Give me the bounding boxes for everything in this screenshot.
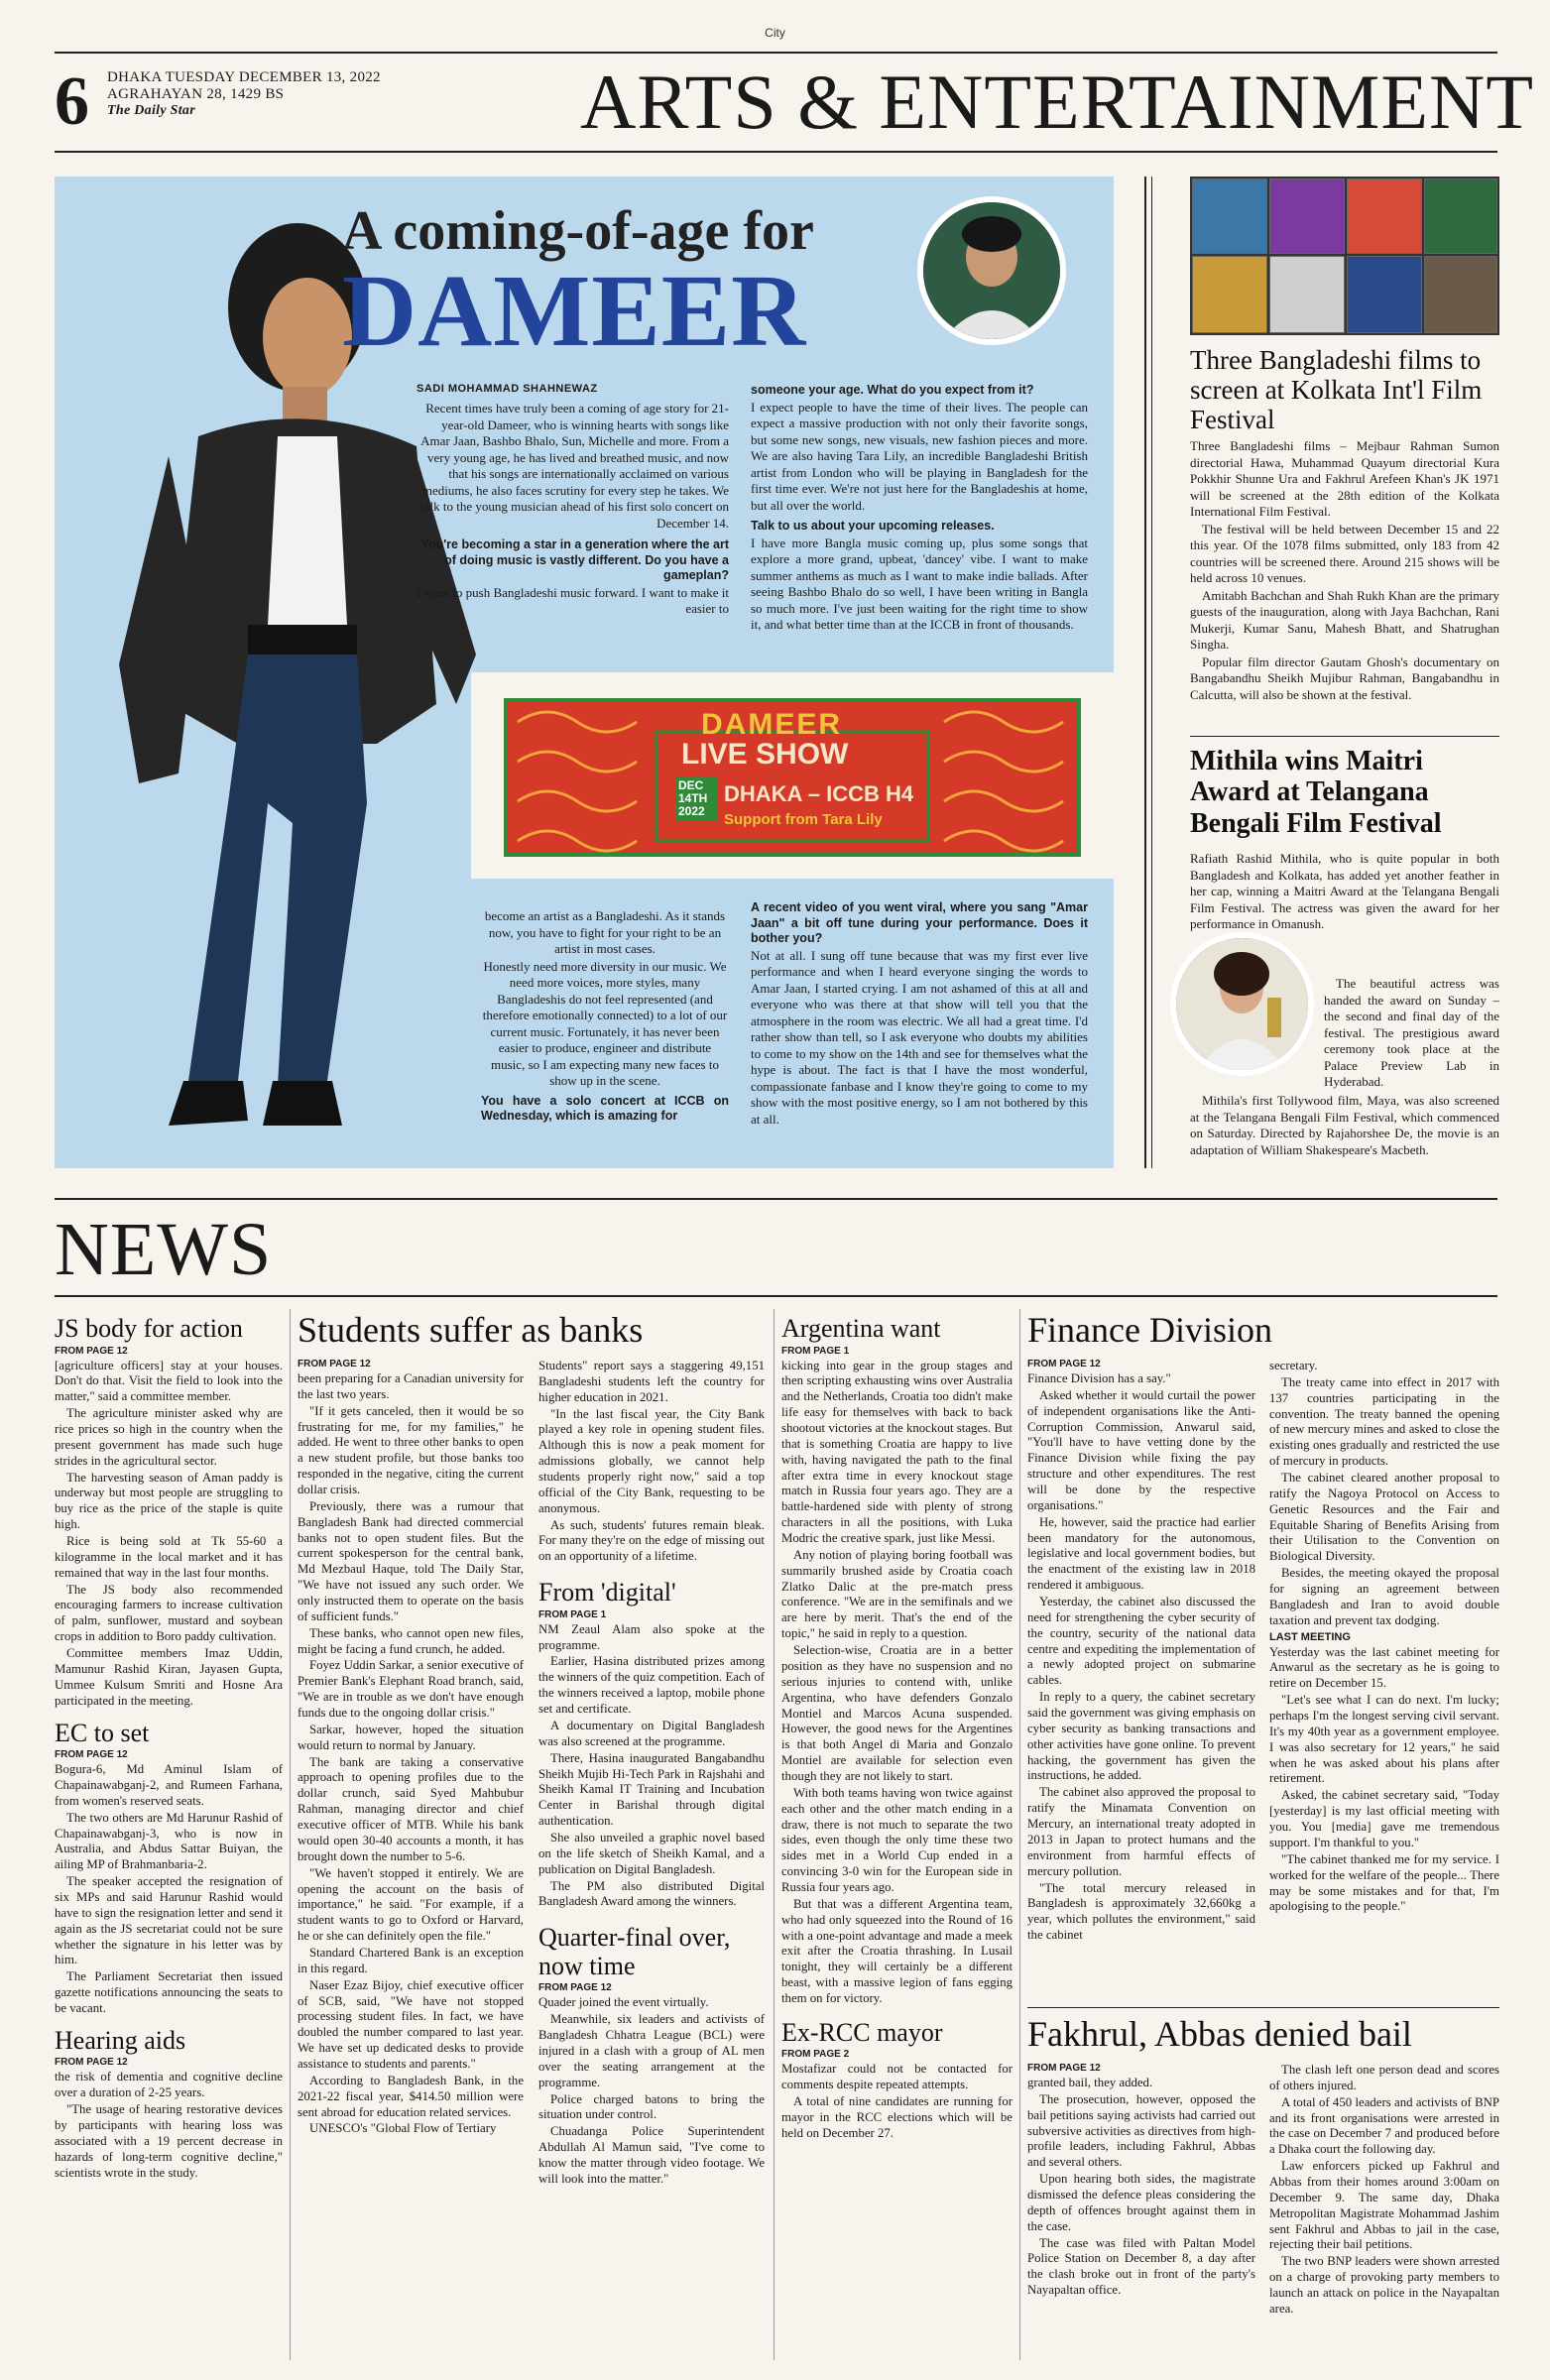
- news-divider: [774, 1309, 775, 2360]
- finance-para: The treaty came into effect in 2017 with 137 countries participating in the convention. The treaty banned the opening of new mercury mines and asked to close the existing ones gradually and restricted the use of mercury in products.: [1269, 1374, 1499, 1469]
- news-divider: [290, 1309, 291, 2360]
- news-column-6: [1269, 1359, 1499, 1916]
- ec-para: The Parliament Secretariat then issued gazette notifications announcing the seats to be vacant.: [55, 1969, 283, 2015]
- students-jump: FROM PAGE 12: [298, 1359, 371, 1369]
- ec-jump: FROM PAGE 12: [55, 1749, 128, 1761]
- feature-answer-5: Not at all. I sung off tune because that was my first ever live performance and when I heard everyone singing the words to Amar Jaan, I started crying. I am not ashamed of this at all and everyone who was there at that show will tell you that the atmosphere in the room was electric. We all had a great time. I'd rather show than tell, so I ask everyone who doubts my abilities to come to my show on the 14th and see for themselves what the hype is about. The fact is that I have the most wonderful, compassionate fanbase and I know they're going to come to my show with the most positive energy, so I am not bothered by this at all.: [751, 947, 1088, 1127]
- dateline: [107, 69, 381, 118]
- js-body-para: Rice is being sold at Tk 55-60 a kilogramme in the local market and it has remained that way in the last four months.: [55, 1534, 283, 1580]
- finance-para: Asked whether it would curtail the power of independent organisations like the Anti-Corruption Commission, Anwarul said, "You'll have to have vetting done by the Finance Division while fixing the pay structure and other expenditures. The rest will be done by the respective organisations.": [1027, 1387, 1255, 1512]
- js-body-para: [agriculture officers] stay at your houses. Don't do that. Visit the field to look into the matter," said a committee member.: [55, 1358, 283, 1404]
- news-column-3: [538, 1359, 765, 2189]
- argentina-para: But that was a different Argentina team, who had only squeezed into the Round of 16 with a one-point advantage and made a meek exit after the Croatia thrashing. In Lusail tonight, they will certainly be a different beast, with a massive legion of fans egging them on for victory.: [781, 1896, 1013, 2005]
- students-para: According to Bangladesh Bank, in the 2021-22 fiscal year, $414.50 million were sent abroad for education related services.: [298, 2073, 524, 2119]
- ec-para: The two others are Md Harunur Rashid of Chapainawabganj-3, who is now in Australia, and Abdus Sattar Buiyan, the ailing MP of Brahmanbaria-2.: [55, 1810, 283, 1872]
- digital-para: There, Hasina inaugurated Bangabandhu Sheikh Mujib Hi-Tech Park in Rajshahi and Sheikh Kamal IT Training and Incubation Center in Barishal through digital authentication.: [538, 1750, 765, 1829]
- section-label: City: [765, 26, 785, 40]
- ec-para: Bogura-6, Md Aminul Islam of Chapainawabganj-2, and Rumeen Farhana, from women's reserved seats.: [55, 1762, 283, 1808]
- students-story: [298, 1311, 764, 1353]
- feature-question-2: someone your age. What do you expect from it?: [751, 383, 1034, 397]
- students-para: These banks, who cannot open new files, might be facing a fund crunch, he added.: [298, 1625, 524, 1656]
- fakhrul-headline: Fakhrul, Abbas denied bail: [1027, 2014, 1412, 2054]
- students-headline: Students suffer as banks: [298, 1310, 644, 1350]
- feature-question-4: You have a solo concert at ICCB on Wednesday, which is amazing for: [481, 1093, 729, 1124]
- feature-question-3: Talk to us about your upcoming releases.: [751, 519, 995, 534]
- feature-answer-2: I expect people to have the time of their lives. The people can expect a massive production with not only their favorite songs, but some new songs, new visuals, new fashion pieces and more. We are also having Tara Lily, an incredible Bangladeshi British artist from London who will be playing in Bangladesh for the first time ever. We're not just here for the Bangladeshis at home, but all over the world.: [751, 399, 1088, 513]
- news-masthead: NEWS: [55, 1208, 273, 1291]
- ec-para: The speaker accepted the resignation of six MPs and said Harunur Rashid would have to sign the resignation letter and send it again as the JS secretariat could not be sure whether the signature in his letter was by him.: [55, 1874, 283, 1967]
- students-para: As such, students' futures remain bleak. For many they're on the edge of missing out on an opportunity of a lifetime.: [538, 1517, 765, 1564]
- js-body-jump: FROM PAGE 12: [55, 1345, 128, 1357]
- students-para: Standard Chartered Bank is an exception in this regard.: [298, 1945, 524, 1975]
- top-rule: [55, 52, 1497, 54]
- film-para-3: Amitabh Bachchan and Shah Rukh Khan are the primary guests of the inauguration, along with Jaya Bachchan, Rani Mukerji, Kumar Sanu, Mahesh Bhatt, and Shatrughan Singha.: [1190, 587, 1499, 652]
- banner-subtitle: LIVE SHOW: [681, 738, 849, 771]
- mithila-story-end: [1190, 1093, 1499, 1159]
- ex-rcc-para: A total of nine candidates are running for mayor in the RCC elections which will be held on December 27.: [781, 2094, 1013, 2140]
- fakhrul-para: The two BNP leaders were shown arrested on a charge of provoking party members to launch an attack on police in the Nayapaltan area.: [1269, 2254, 1499, 2316]
- finance-para: "The total mercury released in Bangladesh is approximately 32,660kg a year, which pollutes the environment," said the cabinet: [1027, 1880, 1255, 1943]
- feature-column-1: [417, 383, 729, 619]
- fakhrul-column-2: [1269, 2063, 1499, 2319]
- argentina-para: Any notion of playing boring football was summarily brushed aside by Croatia coach Zlatko Dalic at the pre-match press conference. "We are in the semifinals and we are here by merit. That's the end of the topic," he said in reply to a question.: [781, 1547, 1013, 1641]
- feature-title-line1: A coming-of-age for: [342, 200, 814, 262]
- argentina-para: Selection-wise, Croatia are in a better position as they have no suspension and no serious injuries to contend with, unlike Argentina, who have defenders Gonzalo Montiel and Marcos Acuna suspended. However, the good news for the Argentines is that both Angel di Maria and Gonzalo Montiel are available for selection even though they are not likely to start.: [781, 1643, 1013, 1783]
- fakhrul-story: [1027, 2015, 1499, 2057]
- feature-answer-3: I have more Bangla music coming up, plus some songs that explore a more grand, upbeat, 'dancey' vibe. I want to make summer anthems as much as I want to make indie ballads. After seeing Bashbo Bhalo do so well, I have been writing in Bangla so much more. I've just been waiting for the right time to show it, and what better time than at the ICCB in front of thousands.: [751, 535, 1088, 633]
- ex-rcc-para: Mostafizar could not be contacted for comments despite repeated attempts.: [781, 2062, 1013, 2092]
- banner-title: DAMEER: [701, 708, 843, 741]
- ec-headline: EC to set: [55, 1718, 150, 1747]
- quarter-para: Quader joined the event virtually.: [538, 1995, 709, 2010]
- js-body-headline: JS body for action: [55, 1314, 243, 1343]
- students-para: The bank are taking a conservative approach to opening profiles due to the dollar crunch, said Syed Mahbubur Rahman, managing director and chief executive officer of MTB. While his bank would open 30-40 accounts a month, it has brought down the number to 5-6.: [298, 1754, 524, 1863]
- feature-question-1: You're becoming a star in a generation where the art of doing music is vastly different. Do you have a gameplan?: [420, 537, 729, 583]
- feature-answer-1: I want to push Bangladeshi music forward. I want to make it easier to: [417, 584, 729, 617]
- mithila-para-3: Mithila's first Tollywood film, Maya, was also screened at the Telangana Bengali Film Festival, which commenced on Saturday. Directed by Rajahorshee De, the movie is an adaptation of William Shakespeare's Macbeth.: [1190, 1093, 1499, 1157]
- masthead-rule: [55, 151, 1497, 153]
- date-bangla: AGRAHAYAN 28, 1429 BS: [107, 85, 285, 102]
- news-column-4: [781, 1315, 1013, 2143]
- news-rule: [55, 1295, 1497, 1297]
- feature-column-4: [751, 900, 1088, 1129]
- quarter-para: Meanwhile, six leaders and activists of Bangladesh Chhatra League (BCL) were injured in a clash with a group of AL men over the seating arrangement at the programme.: [538, 2012, 765, 2089]
- finance-para: Asked, the cabinet secretary said, "Today [yesterday] is my last official meeting with you. You [media] gave me tremendous support. I'm thankful to you.": [1269, 1788, 1499, 1849]
- finance-para: The cabinet cleared another proposal to ratify the Nagoya Protocol on Access to Genetic Resources and the Fair and Equitable Sharing of Benefits Arising from their Utilisation to the Convention on Biological Diversity.: [1269, 1471, 1499, 1564]
- film-para-2: The festival will be held between December 15 and 22 this year. Of the 1078 films submitted, only 183 from 42 countries will be screened there. Around 215 shows will be held across 10 venues.: [1190, 521, 1499, 585]
- digital-para: The PM also distributed Digital Bangladesh Award among the winners.: [538, 1878, 765, 1909]
- finance-jump: FROM PAGE 12: [1027, 1359, 1101, 1369]
- finance-para: Finance Division has a say.": [1027, 1371, 1171, 1385]
- news-top-rule: [55, 1198, 1497, 1200]
- digital-headline: From 'digital': [538, 1578, 676, 1607]
- argentina-para: kicking into gear in the group stages and then scripting exhausting wins over Australia and the Netherlands, Croatia too didn't make life easy for themselves with back to back shootout victories at the knockout stages. But that is something Croatia are happy to live with, having navigated the path to the final after extra time in every knockout stage match in Russia four years ago. They are a battle-hardened side with plenty of strong characters in all the positions, with Luka Modric the creative spark, just like Messi.: [781, 1358, 1013, 1546]
- quarter-jump: FROM PAGE 12: [538, 1982, 612, 1994]
- ex-rcc-headline: Ex-RCC mayor: [781, 2017, 943, 2047]
- digital-para: A documentary on Digital Bangladesh was also screened at the programme.: [538, 1718, 765, 1748]
- fakhrul-para: Law enforcers picked up Fakhrul and Abbas from their homes around 3:00am on December 9. The same day, Dhaka Metropolitan Magistrate Mohammad Jashim sent Fakhrul and Abbas to jail in the case, rejecting their bail petitions.: [1269, 2159, 1499, 2252]
- finance-para: "Let's see what I can do next. I'm lucky; perhaps I'm the longest serving civil servant. It's my 40th year as a government employee. I was also secretary for 12 years," he said when he was asked about his plans after retirement.: [1269, 1693, 1499, 1786]
- argentina-headline: Argentina want: [781, 1314, 941, 1343]
- hearing-headline: Hearing aids: [55, 2025, 186, 2055]
- students-para: Students" report says a staggering 49,151 Bangladeshi students left the country for higher education in 2021.: [538, 1359, 765, 1404]
- last-meeting-subhead: LAST MEETING: [1269, 1630, 1351, 1643]
- mithila-story-wrap: [1324, 976, 1499, 1092]
- students-para: UNESCO's "Global Flow of Tertiary: [309, 2121, 497, 2136]
- finance-para: secretary.: [1269, 1359, 1318, 1372]
- students-para: Sarkar, however, hoped the situation would return to normal by January.: [298, 1722, 524, 1752]
- dameer-portrait: [917, 196, 1066, 345]
- finance-headline: Finance Division: [1027, 1310, 1272, 1350]
- film-headline: Three Bangladeshi films to screen at Kolkata Int'l Film Festival: [1190, 345, 1483, 435]
- argentina-jump: FROM PAGE 1: [781, 1345, 850, 1357]
- concert-banner: [504, 698, 1081, 857]
- js-body-para: The harvesting season of Aman paddy is underway but most people are struggling to buy rice as the price of the staple is quite high.: [55, 1470, 283, 1532]
- news-divider: [1019, 1309, 1020, 2360]
- ex-rcc-jump: FROM PAGE 2: [781, 2049, 850, 2061]
- quarter-para: Chuadanga Police Superintendent Abdullah Al Mamun said, "I've come to know the matter through video footage. We will look into the matter.": [538, 2124, 765, 2186]
- finance-para: Besides, the meeting okayed the proposal for signing an agreement between Bangladesh and Iran to avoid double taxation and prevent tax dodging.: [1269, 1566, 1499, 1627]
- finance-para: Yesterday, the cabinet also discussed the need for strengthening the cyber security of the country, security of the national data centre and expediting the implementation of a newly adopted project on submarine cables.: [1027, 1595, 1255, 1688]
- digital-para: NM Zeaul Alam also spoke at the programme.: [538, 1621, 765, 1652]
- banner-support: Support from Tara Lily: [724, 811, 883, 828]
- sidebar-rule: [1190, 736, 1499, 737]
- fakhrul-para: Upon hearing both sides, the magistrate dismissed the defence pleas considering the depth of offences brought against them in the case.: [1027, 2172, 1255, 2233]
- hearing-para: "The usage of hearing restorative devices by participants with hearing loss was associated with a 19 percent decrease in hazards of long-term cognitive decline," scientists wrote in the study.: [55, 2102, 283, 2180]
- students-para: Previously, there was a rumour that Bangladesh Bank had directed commercial banks not to open student files. But the current spokesperson for the central bank, Md Mezbaul Haque, told The Daily Star, "We have not issued any such order. We only instructed them to operate on the basis of sufficient funds.": [298, 1498, 524, 1623]
- argentina-para: With both teams having won twice against each other and the other match ending in a draw, there is not much to separate the two sides, even though the only time these two sides met in a World Cup ended in a convincing 3-0 win for the European side in Russia four years ago.: [781, 1785, 1013, 1894]
- students-para: been preparing for a Canadian university for the last two years.: [298, 1371, 524, 1401]
- column-divider: [1144, 177, 1146, 1168]
- feature-column-3: [481, 908, 729, 1126]
- fakhrul-para: A total of 450 leaders and activists of BNP and its front organisations were arrested in the case on December 7 and produced before a Dhaka court the following day.: [1269, 2094, 1499, 2157]
- date-english: DHAKA TUESDAY DECEMBER 13, 2022: [107, 69, 381, 85]
- js-body-para: The JS body also recommended encouraging farmers to increase cultivation of palm, sunflower, mustard and soybean crops in addition to Boro paddy cultivation.: [55, 1582, 283, 1644]
- feature-intro: Recent times have truly been a coming of age story for 21-year-old Dameer, who is winning hearts with songs like Amar Jaan, Bashbo Bhalo, Sun, Michelle and more. From a very young age, he has lived and breathed music, and now that his songs are internationally acclaimed on various mediums, he also faces scrutiny for every step he takes. We talk to the young musician ahead of his first solo concert on December 14.: [420, 401, 729, 531]
- banner-venue: DHAKA – ICCB H4: [724, 781, 914, 806]
- fakhrul-para: The prosecution, however, opposed the bail petitions saying activists had carried out subversive activities as directives from high-profile leaders, including Fakhrul, Abbas and several others.: [1027, 2091, 1255, 2170]
- feature-title-name: DAMEER: [342, 254, 807, 368]
- fakhrul-para: The case was filed with Paltan Model Police Station on December 8, a day after the clash broke out in front of the party's Nayapaltan office.: [1027, 2235, 1255, 2298]
- finance-para: Yesterday was the last cabinet meeting for Anwarul as the secretary as he is going to retire on December 15.: [1269, 1644, 1499, 1691]
- banner-date: DEC 14TH 2022: [676, 777, 718, 821]
- news-column-5: [1027, 1359, 1255, 1945]
- mithila-story: [1190, 851, 1499, 935]
- finance-para: The cabinet also approved the proposal to ratify the Minamata Convention on Mercury, an international treaty adopted in 2013 in Japan to protect humans and the environment from harmful effects of mercury pollution.: [1027, 1785, 1255, 1878]
- mithila-headline: Mithila wins Maitri Award at Telangana Bengali Film Festival: [1190, 746, 1442, 839]
- mithila-para-1: Rafiath Rashid Mithila, who is quite popular in both Bangladesh and Kolkata, has added yet another feather in her cap, winning a Maitri Award at the Telangana Bengali Film Festival. The actress was given the award for her performance in Omanush.: [1190, 851, 1499, 931]
- film-para-1: Three Bangladeshi films – Mejbaur Rahman Sumon directorial Hawa, Muhammad Quayum directorial Kura Pokkhir Shunne Ura and Fakhrul Arefeen Khan's JK 1971 will be screened at the 28th edition of the Kolkata International Film Festival.: [1190, 438, 1499, 519]
- digital-para: Earlier, Hasina distributed prizes among the winners of the quiz competition. Each of the winners received a laptop, mobile phone set and certificate.: [538, 1654, 765, 1717]
- film-para-4: Popular film director Gautam Ghosh's documentary on Bangabandhu Sheikh Mujibur Rahman, Bangabandhu in Calcutta, will also be shown at the festival.: [1190, 654, 1499, 702]
- fakhrul-rule: [1027, 2007, 1499, 2008]
- students-para: Foyez Uddin Sarkar, a senior executive of Premier Bank's Elephant Road branch, said, "We are in trouble as we don't have enough funds due to the ongoing dollar crisis.": [298, 1658, 524, 1721]
- page-number: 6: [55, 63, 89, 140]
- quarter-headline: Quarter-final over, now time: [538, 1923, 731, 1980]
- news-column-1: [55, 1315, 283, 2182]
- film-collage: [1190, 177, 1499, 335]
- mithila-photo: [1170, 932, 1314, 1076]
- feature-byline: SADI MOHAMMAD SHAHNEWAZ: [417, 383, 598, 395]
- fakhrul-para: The clash left one person dead and scores of others injured.: [1269, 2063, 1499, 2092]
- students-para: Naser Ezaz Bijoy, chief executive officer of SCB, said, "We have not stopped processing student files. In fact, we have doubled the number compared to last year. We have set up dedicated desks to provide assistance to students and parents.": [298, 1977, 524, 2071]
- finance-story: [1027, 1311, 1499, 1353]
- mithila-para-2: The beautiful actress was handed the award on Sunday – the second and final day of the festival. The prestigious award ceremony took place at the Palace Preview Lab in Hyderabad.: [1324, 976, 1499, 1089]
- digital-para: She also unveiled a graphic novel based on the life sketch of Sheikh Kamal, and a publication on Digital Bangladesh.: [538, 1830, 765, 1876]
- hearing-para: the risk of dementia and cognitive decline over a duration of 2-25 years.: [55, 2070, 283, 2100]
- students-para: "We haven't stopped it entirely. We are opening the account on the basis of importance," he said. "For example, if a student wants to go to Oxford or Harvard, he or she can definitely open the file.": [298, 1865, 524, 1944]
- finance-para: In reply to a query, the cabinet secretary said the government was giving emphasis on cyber security as banking transactions and other activities have gone online. To prevent hacking, the government has given the instructions, he added.: [1027, 1690, 1255, 1783]
- fakhrul-para: granted bail, they added.: [1027, 2076, 1153, 2089]
- quarter-para: Police charged batons to bring the situation under control.: [538, 2091, 765, 2122]
- paper-name: The Daily Star: [107, 102, 195, 118]
- feature-question-5: A recent video of you went viral, where you sang "Amar Jaan" a bit off tune during your performance. Does it bother you?: [751, 900, 1088, 946]
- digital-jump: FROM PAGE 1: [538, 1608, 607, 1620]
- fakhrul-column-1: [1027, 2063, 1255, 2300]
- students-para: "If it gets canceled, then it would be so frustrating for me, for my families," he added. He went to three other banks to open a new student profile, but those banks too responded in the negative, citing the current dollar crisis.: [298, 1403, 524, 1497]
- hearing-jump: FROM PAGE 12: [55, 2057, 128, 2069]
- feature-column-2: [751, 383, 1088, 635]
- js-body-para: Committee members Imaz Uddin, Mamunur Rashid Kiran, Jayasen Gupta, Ummee Kulsum Smriti and Hosne Ara participated in the meeting.: [55, 1646, 283, 1708]
- film-story: [1190, 438, 1499, 704]
- column-divider-thin: [1151, 177, 1152, 1168]
- news-column-2: [298, 1359, 524, 2138]
- fakhrul-jump: FROM PAGE 12: [1027, 2063, 1101, 2074]
- students-para: "In the last fiscal year, the City Bank played a key role in opening student files. Although this is now a peak moment for admissions globally, we cannot help students properly right now," said a top official of the City Bank, requesting to be anonymous.: [538, 1406, 765, 1515]
- finance-para: "The cabinet thanked me for my service. I worked for the welfare of the people... There may be some mistakes and for that, I'm apologising to the people.": [1269, 1851, 1499, 1914]
- finance-para: He, however, said the practice had earlier been mandatory for the autonomous, legislative and local government bodies, but the enactment of the existing law in 2018 rendered it ambiguous.: [1027, 1514, 1255, 1593]
- js-body-para: The agriculture minister asked why are rice prices so high in the country when the present government has made such huge strides in the agricultural sector.: [55, 1406, 283, 1468]
- feature-continued-1: become an artist as a Bangladeshi. As it stands now, you have to fight for your right to be an artist in most cases.: [484, 908, 726, 956]
- feature-continued-2: Honestly need more diversity in our music. We need more voices, more styles, many Bangladeshis do not feel represented (and therefore emotionally connected) to a lot of our current music. Fortunately, it has never been easier to produce, engineer and distribute music, so I am expecting many new faces to show up in the scene.: [482, 958, 728, 1088]
- section-masthead: ARTS & ENTERTAINMENT: [580, 59, 1534, 145]
